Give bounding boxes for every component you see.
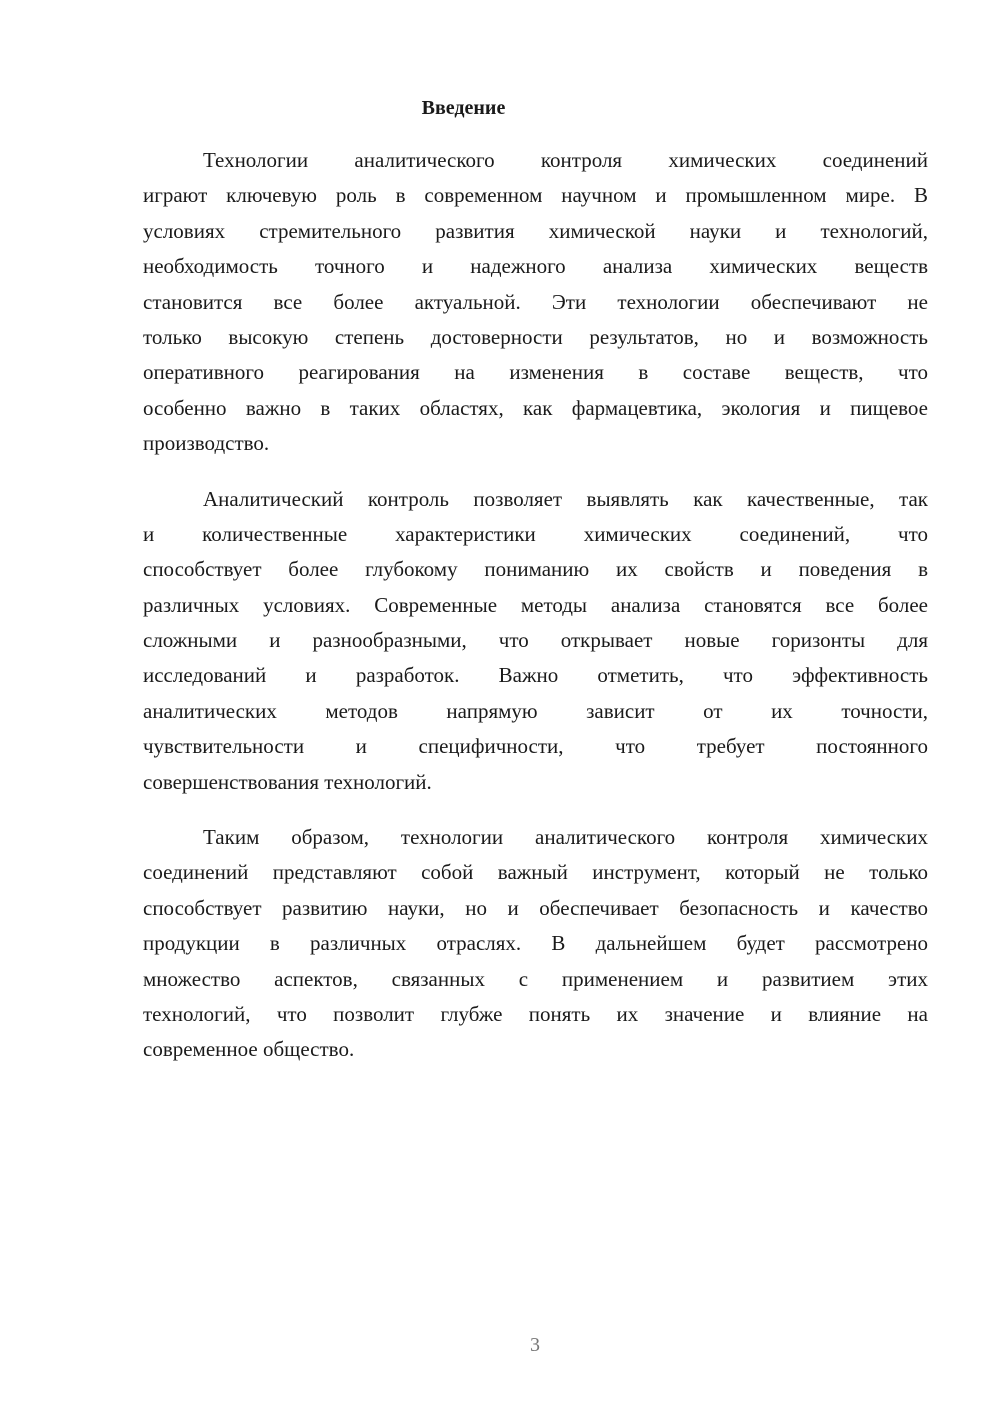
text-line: и количественные характеристики химических соединений, что: [143, 521, 928, 546]
text-line: условиях стремительного развития химической науки и технологий,: [143, 218, 928, 243]
text-line: множество аспектов, связанных с применением и развитием этих: [143, 966, 928, 991]
text-line: различных условиях. Современные методы анализа становятся все более: [143, 592, 928, 617]
paragraph: [143, 143, 928, 462]
text-line: способствует более глубокому пониманию их свойств и поведения в: [143, 557, 928, 582]
text-line: Аналитический контроль позволяет выявлять как качественные, так: [203, 486, 928, 511]
text-line: Технологии аналитического контроля химических соединений: [203, 148, 928, 172]
text-line: сложными и разнообразными, что открывает новые горизонты для: [143, 628, 928, 653]
text-line: чувствительности и специфичности, что требует постоянного: [143, 734, 928, 759]
text-line: оперативного реагирования на изменения в составе веществ, что: [143, 360, 928, 385]
text-line: производство.: [143, 431, 270, 456]
document-body: [143, 143, 928, 1088]
text-line: только высокую степень достоверности результатов, но и возможность: [143, 324, 928, 349]
text-line: необходимость точного и надежного анализа химических веществ: [143, 254, 928, 279]
paragraph: [143, 482, 928, 801]
text-line: становится все более актуальной. Эти технологии обеспечивают не: [143, 289, 928, 314]
text-line: особенно важно в таких областях, как фармацевтика, экология и пищевое: [143, 395, 928, 420]
text-line: продукции в различных отраслях. В дальнейшем будет рассмотрено: [143, 931, 928, 956]
text-line: совершенствования технологий.: [143, 769, 432, 794]
section-title: [143, 97, 928, 120]
text-line: аналитических методов напрямую зависит от их точности,: [143, 698, 928, 723]
text-line: исследований и разработок. Важно отметить, что эффективность: [143, 663, 928, 688]
text-line: соединений представляют собой важный инструмент, который не только: [143, 860, 928, 885]
page-number: 3: [530, 1334, 540, 1356]
text-line: технологий, что позволит глубже понять их значение и влияние на: [143, 1001, 928, 1026]
text-line: способствует развитию науки, но и обеспечивает безопасность и качество: [143, 895, 928, 920]
section-title-text: Введение: [421, 97, 506, 119]
text-line: играют ключевую роль в современном научном и промышленном мире. В: [143, 183, 928, 208]
paragraph: [143, 820, 928, 1068]
text-line: современное общество.: [143, 1037, 355, 1062]
text-line: Таким образом, технологии аналитического контроля химических: [203, 825, 928, 850]
